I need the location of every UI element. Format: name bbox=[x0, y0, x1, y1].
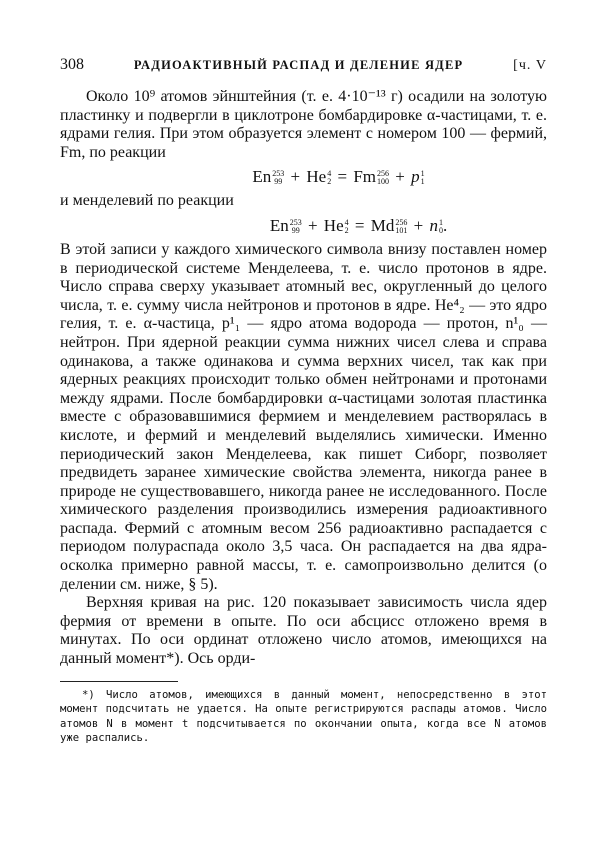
plus-sign: + bbox=[395, 167, 405, 187]
product-neutron: n 1 0 bbox=[429, 215, 443, 236]
chapter-marker: [ч. V bbox=[513, 58, 547, 73]
running-title: РАДИОАКТИВНЫЙ РАСПАД И ДЕЛЕНИЕ ЯДЕР bbox=[133, 58, 464, 72]
product-mendelevium: Md 256 101 bbox=[370, 215, 408, 236]
product-fermium: Fm 256 100 bbox=[353, 167, 389, 187]
equals-sign: = bbox=[354, 215, 365, 235]
paragraph-intro: Около 10⁹ атомов эйнштейния (т. е. 4·10⁻¹³ г) осадили на золотую пластинку и подвергли в циклотроне бомбардировке α-частицами, т. е. ядрами гелия. При этом образуется элемент с номером 100 — фермий, Fm, по реакции bbox=[60, 88, 547, 161]
formula-end: . bbox=[442, 215, 448, 235]
reactant-helium: He 4 2 bbox=[306, 167, 332, 187]
paragraph-curve: Верхняя кривая на рис. 120 показывает зависимость числа ядер фермия от времени в опыте. По оси абсцисс отложено время в минутах. По оси ординат отложено число атомов, имеющихся на данный момент*). Ось орди- bbox=[60, 594, 547, 668]
plus-sign: + bbox=[307, 215, 318, 235]
page-number: 308 bbox=[60, 56, 84, 73]
plus-sign: + bbox=[290, 167, 301, 187]
footnote bbox=[60, 688, 547, 746]
page bbox=[60, 56, 547, 746]
equals-sign: = bbox=[337, 167, 348, 187]
reaction-fermium bbox=[60, 166, 547, 188]
footnote-divider bbox=[60, 681, 178, 682]
product-proton: p 1 1 bbox=[411, 167, 425, 187]
footnote-text: *) Число атомов, имеющихся в данный момент, непосредственно в этот момент подсчитать не удается. На опыте регистрируются распады атомов. Число атомов N в момент t подсчитывается по окончании опыта, когда все N атомов уже распались. bbox=[60, 688, 547, 745]
paragraph-mendelevium: и менделевий по реакции bbox=[60, 192, 234, 210]
reactant-helium: He 4 2 bbox=[323, 215, 349, 236]
paragraph-explanation: В этой записи у каждого химического символа внизу поставлен номер в периодической системе Менделеева, т. е. число протонов в ядре. Число справа сверху указывает атомный вес, округленный до целого числа, т. е. сумму числа нейтронов и протонов в ядре. He⁴₂ — это ядро гелия, т. е. α-частица, p¹₁ — ядро атома водорода — протон, n¹₀ — нейтрон. При ядерной реакции сумма нижних чисел слева и справа одинакова, а также одинакова и сумма верхних чисел, так как при ядерных реакциях происходит только обмен нейтронами и протонами между ядрами. После бомбардировки α-частицами золотая пластинка вместе с образовавшимися фермием и менделевием растворялась в кислоте, и фермий и менделевий выделялись химически. Именно периодический закон Менделеева, как пишет Сиборг, позволяет предвидеть заранее химические свойства элемента, никогда ранее в природе не существовавшего, никогда ранее не исследованного. После химического разделения производились измерения радиоактивного распада. Фермий с атомным весом 256 радиоактивно распадается с периодом полураспада около 3,5 часа. Он распадается на два ядра-осколка примерно равной массы, т. е. самопроизвольно делится (о делении см. ниже, § 5). bbox=[60, 240, 547, 593]
plus-sign: + bbox=[413, 215, 424, 235]
reaction-mendelevium bbox=[60, 215, 547, 237]
running-header bbox=[60, 56, 547, 78]
reactant-einsteinium: En 253 99 bbox=[269, 215, 302, 236]
reactant-einsteinium: En 253 99 bbox=[252, 167, 285, 187]
